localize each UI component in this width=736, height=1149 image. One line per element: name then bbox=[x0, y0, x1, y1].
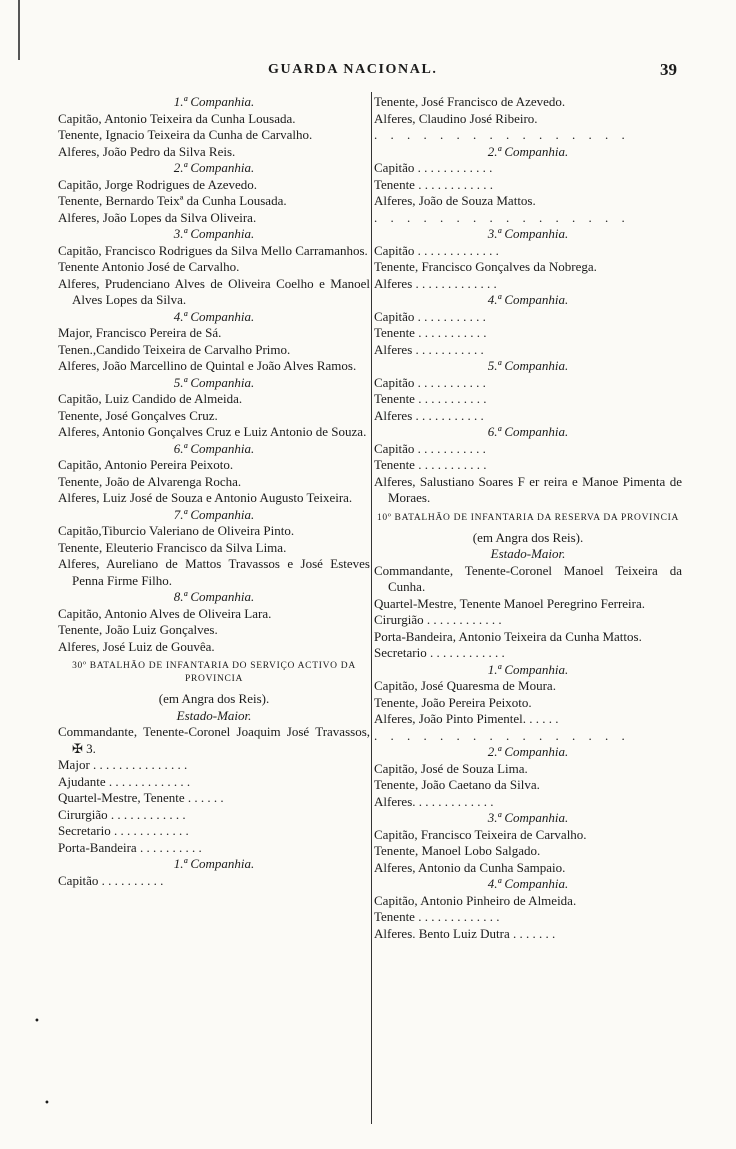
staff-heading: Estado-Maior. bbox=[176, 707, 252, 723]
roster-entry: Capitão, Antonio Pinheiro de Almeida. bbox=[374, 892, 577, 908]
roster-entry: Alferes, João Pedro da Silva Reis. bbox=[58, 143, 236, 159]
roster-entry: Alferes, João Lopes da Silva Oliveira. bbox=[58, 209, 257, 225]
dotted-leader: . . . . . . . . . . . . . . . . bbox=[374, 209, 630, 225]
roster-entry: Tenente, Bernardo Teixª da Cunha Lousada. bbox=[58, 193, 287, 208]
company-heading: 6.ª Companhia. bbox=[173, 440, 255, 456]
roster-entry: Quartel-Mestre, Tenente Manoel Peregrino Ferreira. bbox=[374, 595, 646, 611]
roster-entry: Alferes, Luiz José de Souza e Antonio Augusto Teixeira. bbox=[58, 490, 353, 505]
margin-bullet: • bbox=[44, 1098, 50, 1109]
company-heading: 3.ª Companhia. bbox=[487, 810, 569, 825]
company-heading: 4.ª Companhia. bbox=[487, 292, 569, 307]
roster-entry: Tenente . . . . . . . . . . . bbox=[374, 325, 487, 340]
roster-entry: Tenente, João Caetano da Silva. bbox=[374, 777, 540, 792]
company-heading: 1.ª Companhia. bbox=[487, 661, 569, 677]
roster-entry: Tenente, João Pereira Peixoto. bbox=[374, 694, 532, 710]
roster-entry: Porta-Bandeira . . . . . . . . . . bbox=[58, 839, 202, 855]
staff-heading: Estado-Maior. bbox=[490, 546, 566, 561]
roster-entry: Alferes . . . . . . . . . . . bbox=[374, 341, 484, 357]
roster-entry: Tenente, José Gonçalves Cruz. bbox=[58, 407, 218, 423]
page-header bbox=[0, 60, 736, 84]
roster-entry: Cirurgião . . . . . . . . . . . . bbox=[58, 806, 186, 822]
roster-entry: Tenente, Eleuterio Francisco da Silva Lima. bbox=[58, 539, 287, 555]
roster-entry: Capitão,Tiburcio Valeriano de Oliveira Pinto. bbox=[58, 523, 295, 538]
company-heading: 4.ª Companhia. bbox=[173, 308, 255, 324]
company-heading: 1.ª Companhia. bbox=[173, 856, 255, 871]
roster-entry: Capitão, Luiz Candido de Almeida. bbox=[58, 391, 243, 406]
roster-entry: Secretario . . . . . . . . . . . . bbox=[58, 823, 189, 838]
roster-entry: Alferes . . . . . . . . . . . . . bbox=[374, 275, 497, 291]
roster-entry: Alferes, Prudenciano Alves de Oliveira Coelho e Manoel Alves Lopes da Silva. bbox=[58, 275, 370, 307]
roster-entry: Alferes, João de Souza Mattos. bbox=[374, 193, 536, 208]
roster-entry: Tenente, Francisco Gonçalves da Nobrega. bbox=[374, 259, 597, 274]
page-number: 39 bbox=[660, 60, 677, 79]
roster-entry: Tenente, João Luiz Gonçalves. bbox=[58, 622, 218, 637]
roster-entry: Secretario . . . . . . . . . . . . bbox=[374, 645, 505, 660]
roster-entry: Alferes, João Marcellino de Quintal e João Alves Ramos. bbox=[58, 358, 357, 373]
company-heading: 3.ª Companhia. bbox=[173, 226, 255, 241]
roster-entry: Capitão . . . . . . . . . . . bbox=[374, 374, 486, 390]
roster-entry: Capitão, José de Souza Lima. bbox=[374, 760, 528, 776]
roster-entry: Tenente . . . . . . . . . . . bbox=[374, 391, 487, 406]
company-heading: 2.ª Companhia. bbox=[487, 143, 569, 159]
roster-entry: Capitão, Antonio Alves de Oliveira Lara. bbox=[58, 605, 272, 621]
roster-entry: Tenente, João de Alvarenga Rocha. bbox=[58, 473, 242, 489]
roster-entry: Major . . . . . . . . . . . . . . . bbox=[58, 757, 188, 772]
roster-entry: Capitão . . . . . . . . . . . bbox=[374, 440, 486, 456]
roster-entry: Porta-Bandeira, Antonio Teixeira da Cunha Mattos. bbox=[374, 628, 642, 644]
roster-entry: Capitão, Francisco Teixeira de Carvalho. bbox=[374, 826, 587, 842]
roster-entry: Commandante, Tenente-Coronel Manoel Teixeira da Cunha. bbox=[374, 562, 682, 594]
running-title: GUARDA NACIONAL. bbox=[268, 62, 438, 77]
right-column bbox=[374, 94, 682, 942]
roster-entry: Commandante, Tenente-Coronel Joaquim José Travassos, ✠ 3. bbox=[58, 724, 370, 756]
company-heading: 5.ª Companhia. bbox=[173, 374, 255, 390]
company-heading: 3.ª Companhia. bbox=[487, 226, 569, 241]
roster-entry: Quartel-Mestre, Tenente . . . . . . bbox=[58, 790, 224, 805]
roster-entry: Tenente, Manoel Lobo Salgado. bbox=[374, 843, 541, 858]
company-heading: 2.ª Companhia. bbox=[487, 744, 569, 759]
roster-entry: Alferes. Bento Luiz Dutra . . . . . . . bbox=[374, 925, 556, 941]
roster-entry: Capitão . . . . . . . . . . . . . bbox=[374, 242, 499, 258]
company-heading: 5.ª Companhia. bbox=[487, 358, 569, 373]
roster-entry: Alferes, Antonio Gonçalves Cruz e Luiz Antonio de Souza. bbox=[58, 424, 367, 439]
roster-entry: Alferes, João Pinto Pimentel. . . . . . bbox=[374, 711, 559, 726]
roster-entry: Capitão . . . . . . . . . . bbox=[58, 872, 164, 888]
margin-mark bbox=[18, 0, 20, 60]
roster-entry: Alferes, Salustiano Soares F er reira e Manoe Pimenta de Moraes. bbox=[374, 473, 682, 505]
roster-entry: Major, Francisco Pereira de Sá. bbox=[58, 325, 222, 340]
roster-entry: Tenente Antonio José de Carvalho. bbox=[58, 259, 240, 274]
company-heading: 4.ª Companhia. bbox=[487, 876, 569, 891]
roster-entry: Alferes . . . . . . . . . . . bbox=[374, 407, 484, 423]
roster-entry: Tenente, Ignacio Teixeira da Cunha de Carvalho. bbox=[58, 127, 313, 142]
battalion-heading: 30º BATALHÃO DE INFANTARIA DO SERVIÇO ACTIVO DA PROVINCIA bbox=[72, 661, 356, 684]
dotted-leader: . . . . . . . . . . . . . . . . bbox=[374, 127, 630, 142]
battalion-location: (em Angra dos Reis). bbox=[472, 529, 584, 545]
left-column bbox=[58, 94, 370, 889]
roster-entry: Alferes, Antonio da Cunha Sampaio. bbox=[374, 859, 566, 875]
roster-entry: Capitão, Antonio Teixeira da Cunha Lousada. bbox=[58, 110, 296, 126]
battalion-heading: 10º BATALHÃO DE INFANTARIA DA RESERVA DA PROVINCIA bbox=[376, 512, 680, 523]
company-heading: 6.ª Companhia. bbox=[487, 424, 569, 439]
roster-entry: Capitão, Antonio Pereira Peixoto. bbox=[58, 457, 234, 472]
roster-entry: Capitão . . . . . . . . . . . bbox=[374, 308, 486, 324]
roster-entry: Cirurgião . . . . . . . . . . . . bbox=[374, 612, 502, 627]
roster-entry: Tenente, José Francisco de Azevedo. bbox=[374, 94, 566, 109]
column-divider bbox=[371, 92, 372, 1124]
company-heading: 8.ª Companhia. bbox=[173, 589, 255, 604]
roster-entry: Tenen.,Candido Teixeira de Carvalho Primo. bbox=[58, 341, 291, 357]
roster-entry: Capitão . . . . . . . . . . . . bbox=[374, 160, 493, 175]
roster-entry: Capitão, Jorge Rodrigues de Azevedo. bbox=[58, 176, 258, 192]
roster-entry: Capitão, José Quaresma de Moura. bbox=[374, 678, 556, 693]
roster-entry: Alferes, Claudino José Ribeiro. bbox=[374, 110, 538, 126]
battalion-location: (em Angra dos Reis). bbox=[158, 691, 270, 706]
roster-entry: Tenente . . . . . . . . . . . . . bbox=[374, 909, 500, 924]
company-heading: 7.ª Companhia. bbox=[173, 506, 255, 522]
roster-entry: Alferes. . . . . . . . . . . . . bbox=[374, 793, 494, 809]
roster-entry: Tenente . . . . . . . . . . . . bbox=[374, 176, 493, 192]
roster-entry: Capitão, Francisco Rodrigues da Silva Mello Carramanhos. bbox=[58, 242, 368, 258]
roster-entry: Alferes, Aureliano de Mattos Travassos e José Esteves Penna Firme Filho. bbox=[58, 556, 370, 588]
company-heading: 2.ª Companhia. bbox=[173, 160, 255, 175]
roster-entry: Tenente . . . . . . . . . . . bbox=[374, 457, 487, 472]
dotted-leader: . . . . . . . . . . . . . . . . bbox=[374, 727, 630, 743]
margin-bullet: • bbox=[34, 1016, 40, 1027]
company-heading: 1.ª Companhia. bbox=[173, 94, 255, 109]
roster-entry: Ajudante . . . . . . . . . . . . . bbox=[58, 773, 191, 789]
roster-entry: Alferes, José Luiz de Gouvêa. bbox=[58, 638, 215, 654]
